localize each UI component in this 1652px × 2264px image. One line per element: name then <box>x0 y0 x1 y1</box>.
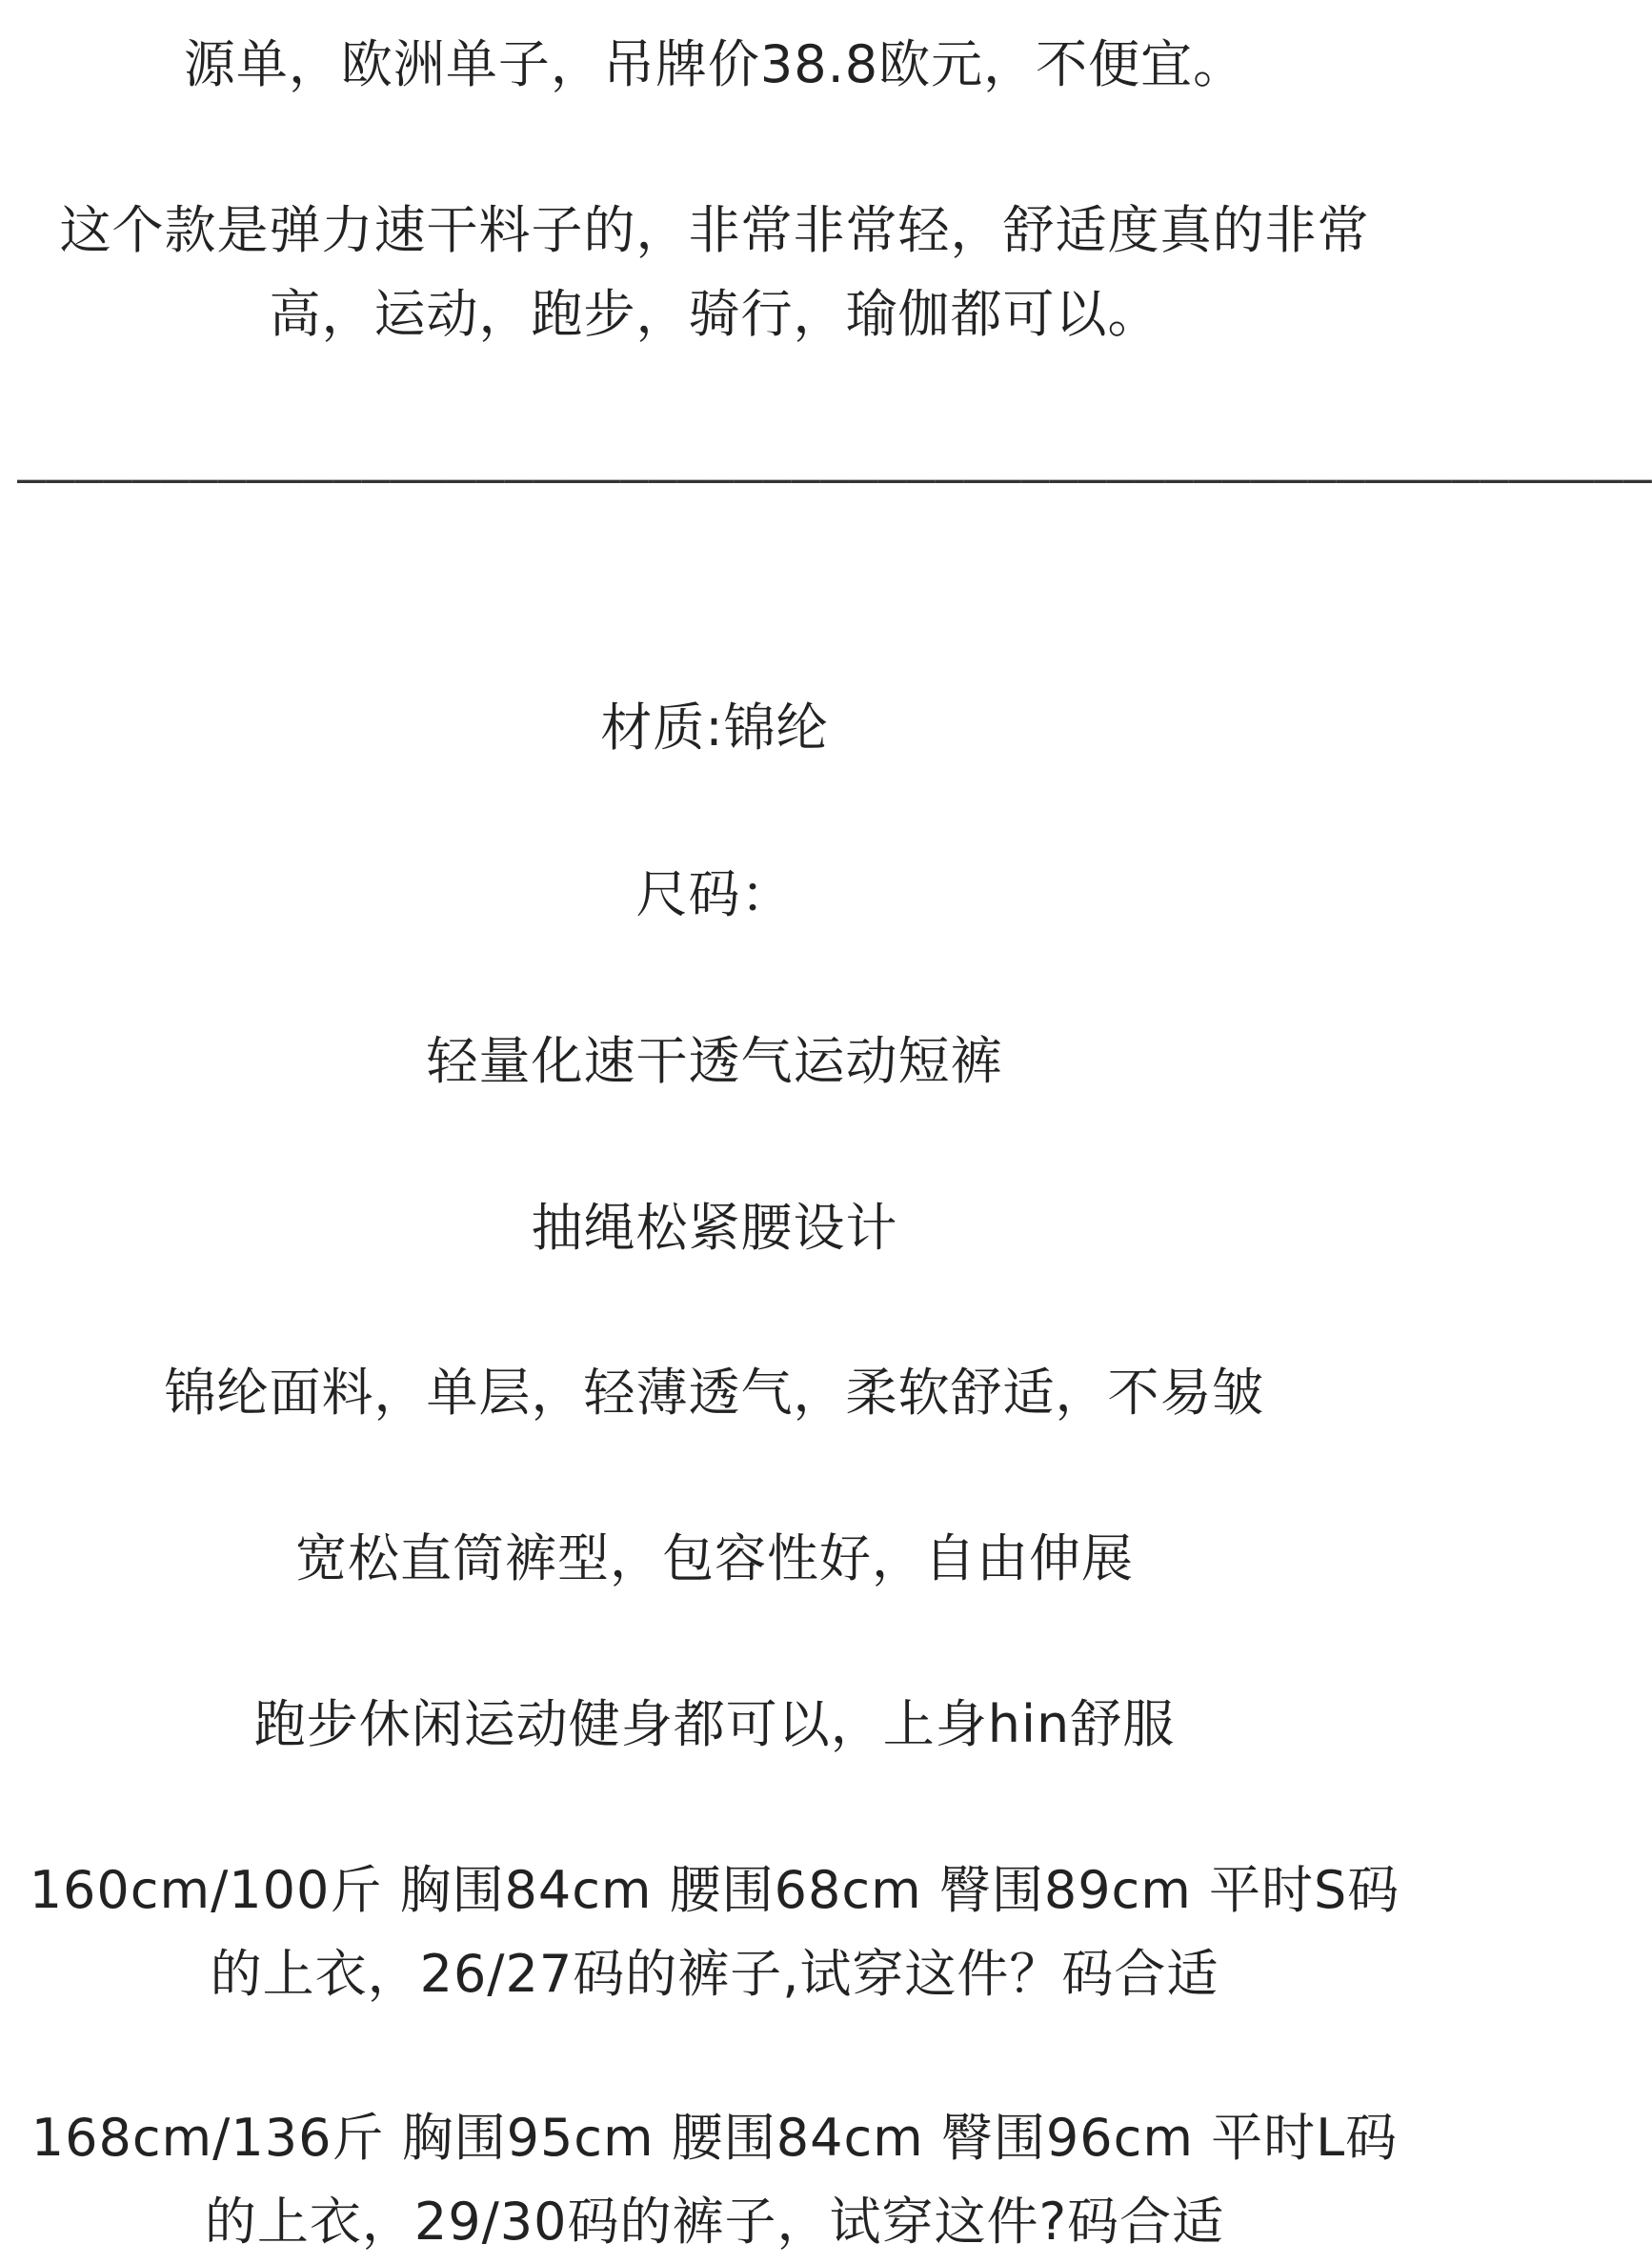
feature-line-4: 宽松直筒裤型，包容性好，自由伸展 <box>295 1528 1134 1588</box>
fabric-description-paragraph: 这个款是弹力速干料子的，非常非常轻，舒适度真的非常高，运动，跑步，骑行，瑜伽都可以。 <box>59 200 1370 344</box>
fit-example-2: 168cm/136斤 胸围95cm 腰围84cm 臀围96cm 平时L码的上衣，29/30码的裤子，试穿这件?码合适 <box>30 2108 1399 2252</box>
fit-example-1: 160cm/100斤 胸围84cm 腰围68cm 臀围89cm 平时S码的上衣，26/27码的裤子,试穿这件？码合适 <box>29 1860 1400 2004</box>
section-divider: ————————————————————————————————————————————————————————— <box>17 451 1652 506</box>
feature-line-5: 跑步休闲运动健身都可以，上身hin舒服 <box>253 1694 1176 1754</box>
feature-line-2: 抽绳松紧腰设计 <box>531 1198 898 1258</box>
material-line: 材质:锦纶 <box>600 697 829 758</box>
feature-line-1: 轻量化速干透气运动短裤 <box>426 1031 1003 1091</box>
intro-paragraph: 源单，欧洲单子，吊牌价38.8欧元，不便宜。 <box>183 34 1246 94</box>
size-heading: 尺码： <box>635 864 794 924</box>
feature-line-3: 锦纶面料，单层，轻薄透气，柔软舒适，不易皱 <box>164 1363 1265 1423</box>
